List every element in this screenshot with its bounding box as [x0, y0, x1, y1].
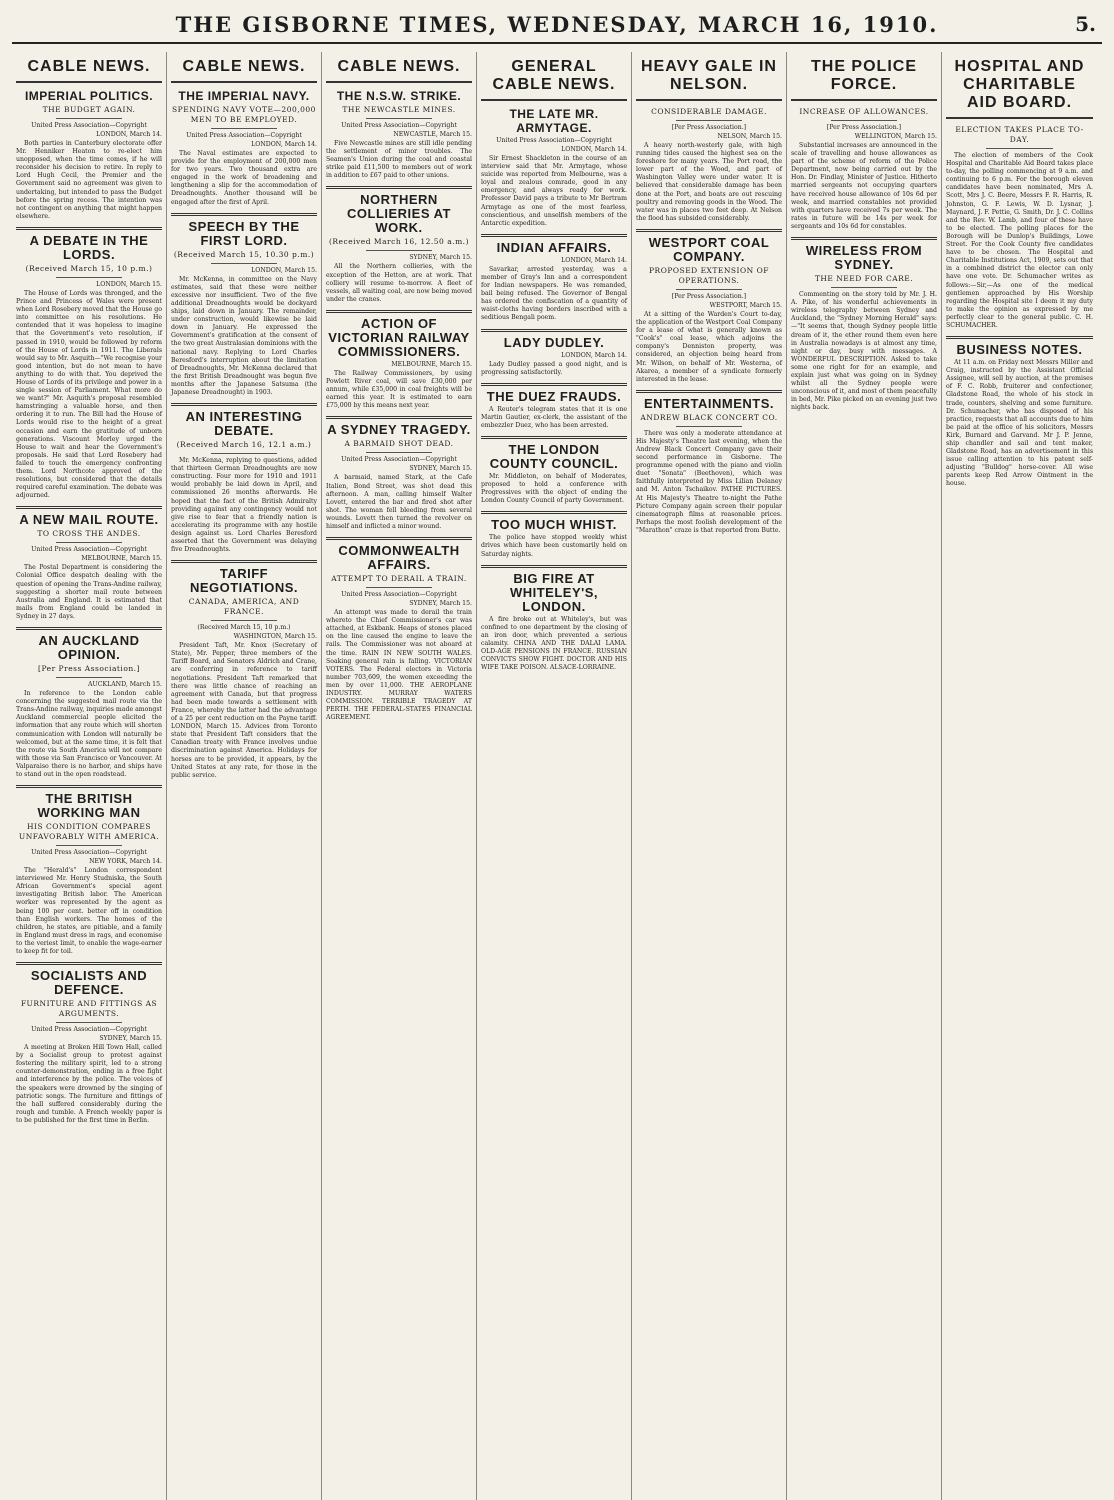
article-headline: TARIFF NEGOTIATIONS.	[171, 560, 317, 595]
masthead	[12, 8, 1102, 44]
article-credit: United Press Association—Copyright	[341, 122, 457, 129]
article-headline: NORTHERN COLLIERIES AT WORK.	[326, 186, 472, 235]
article-credit: United Press Association—Copyright	[31, 122, 147, 129]
article-dateline: LONDON, March 14.	[561, 256, 627, 264]
masthead-title: THE GISBORNE TIMES, WEDNESDAY, MARCH 16, 1910.	[175, 12, 939, 37]
article-headline: SPEECH BY THE FIRST LORD.	[171, 213, 317, 248]
article-dateline: NEWCASTLE, March 15.	[393, 131, 472, 138]
divider	[366, 452, 432, 453]
divider	[366, 118, 432, 119]
article-headline: LADY DUDLEY.	[481, 329, 627, 350]
article-subheading: THE NEED FOR CARE.	[814, 274, 914, 284]
divider	[56, 845, 122, 846]
article-body: All the Northern collieries, with the exception of the Hetton, are at work. That colliery will resume to-morrow. A fleet of vessels, all waiting coal, are now being moved under the cranes.	[326, 263, 472, 303]
column-6	[787, 52, 942, 1500]
article	[171, 89, 317, 207]
column-5	[632, 52, 787, 1500]
article	[16, 785, 162, 956]
article-body: At a sitting of the Warden's Court to-day, the application of the Westport Coal Company for a lease of what is generally known as "Cook's" coal lease, which adjoins the company's Denniston property, was considered, an objection being heard from Mr. Wilson, on behalf of Mr. Westerna, of Akarea, a member of a syndicate formerly interested in the lease.	[636, 310, 782, 383]
article-headline: THE LONDON COUNTY COUNCIL.	[481, 436, 627, 471]
column-1	[12, 52, 167, 1500]
divider	[56, 677, 122, 678]
divider	[366, 250, 432, 251]
article-subheading: [Per Press Association.]	[38, 664, 140, 674]
article-body: The police have stopped weekly whist drives which have been customarily held on Saturday nights.	[481, 534, 627, 558]
article	[481, 565, 627, 673]
article-subheading: ANDREW BLACK CONCERT CO.	[640, 412, 778, 422]
article	[481, 436, 627, 505]
article-subheading: (Received March 15, 10 p.m.)	[25, 263, 153, 273]
divider	[986, 148, 1053, 149]
article-headline: SOCIALISTS AND DEFENCE.	[16, 962, 162, 997]
column-3	[322, 52, 477, 1500]
article-body: Five Newcastle mines are still idle pending the settlement of minor troubles. The Seamen's Union during the coal and coastal strike paid £11,500 to members out of work in addition to £67 paid to other unions.	[326, 140, 472, 180]
column-heading: CABLE NEWS.	[326, 52, 472, 83]
article-subheading: A BARMAID SHOT DEAD.	[344, 439, 454, 449]
article-headline: BIG FIRE AT WHITELEY'S, LONDON.	[481, 565, 627, 614]
article-dateline: LONDON, March 15.	[251, 266, 317, 274]
article-body: A barmaid, named Stark, at the Cafe Italien, Bond Street, was shot dead this afternoon. A man, calling himself Walter Lovett, entered the bar and fired shot after shot. The woman fell bleeding from several wounds. Lovett then turned the revolver on himself and inflicted a minor wound.	[326, 474, 472, 530]
article-body: Savarkar, arrested yesterday, was a member of Gray's Inn and a correspondent for Indian newspapers. He was remanded, bail being refused. The Governor of Bengal has ordered the confiscation of a quantity of waist-cloths having borders inscribed with a seditious Bengali poem.	[481, 265, 627, 322]
article	[326, 416, 472, 531]
article-dateline: WASHINGTON, March 15.	[233, 633, 317, 641]
article-credit: United Press Association—Copyright	[341, 591, 457, 599]
divider	[56, 118, 122, 119]
article-dateline: NELSON, March 15.	[717, 133, 782, 140]
column-4	[477, 52, 632, 1500]
article-body: There was only a moderate attendance at His Majesty's Theatre last evening, when the Andrew Black Concert Company gave their second performance in Gisborne. The programme opened with the piano and violin duet "Sonata" (Beethoven), which was faithfully interpreted by Miss Lilian Delaney and M. Anton Tschaikov. PATHE PICTURES. At His Majesty's Theatre to-night the Pathe Picture Company again screen their popular cinematograph films at reasonable prices. Perhaps the most foolish development of the "Marathon" craze is that reported from Butte.	[636, 429, 782, 534]
article-body: Mr. McKenna, replying to questions, added that thirteen German Dreadnoughts are now constructing. Four more for 1910 and 1911 would probably be laid down in April, and commissioned 26 months afterwards. He hoped that the fact of the British Admiralty providing against any contingency would not give rise to fear that a friendly nation is accelerating its programme with any hostile design against us. Lord Charles Beresford asserted that the Government was delaying five Dreadnoughts.	[171, 457, 317, 554]
article-dateline: MELBOURNE, March 15.	[391, 360, 472, 368]
article-headline: A DEBATE IN THE LORDS.	[16, 227, 162, 262]
article-headline: WESTPORT COAL COMPANY.	[636, 229, 782, 264]
article-subheading: INCREASE OF ALLOWANCES.	[799, 107, 929, 116]
article-body: Both parties in Canterbury electorate offer Mr. Henniker Heaton to re-elect him unopposed, when the time comes, if he will reconsider his decision to retire. In reply to Lord Hugh Cecil, the Premier and the Government said no agreement was given to undertaking, but intended to pass the Budget before the spring recess. The intention was not contingent on anything that might happen elsewhere.	[16, 140, 162, 220]
article-dateline: LONDON, March 14.	[561, 351, 627, 359]
article-credit: [Per Press Association.]	[671, 292, 747, 300]
article-dateline: WELLINGTON, March 15.	[854, 133, 937, 140]
article-dateline: MELBOURNE, March 15.	[81, 555, 162, 563]
article-subheading: FURNITURE AND FITTINGS AS ARGUMENTS.	[20, 999, 158, 1019]
article-headline: THE DUEZ FRAUDS.	[481, 383, 627, 404]
article-headline: AN INTERESTING DEBATE.	[171, 403, 317, 438]
divider	[211, 453, 277, 454]
article-subheading: (Received March 15, 10.30 p.m.)	[173, 249, 315, 259]
article-subheading: (Received March 16, 12.50 a.m.)	[328, 237, 469, 247]
article-body: Commenting on the story told by Mr. J. H. A. Pike, of his wonderful achievements in wireless telegraphy between Sydney and Auckland, the "Sydney Morning Herald" says:—"It seems that, though Sydney people little dream of it, the ether round them even here in Australia nowadays is at almost any time, night or day, busy with messages. A WONDERFUL DESCRIPTION. Asked to take some one right for for an example, and explain just what was going on in Sydney whilst all the Sydney people were unconscious of it, and most of them peacefully in bed, Mr. Pike picked on an evening just two nights back.	[791, 291, 937, 412]
article	[946, 125, 1093, 330]
article-subheading: ELECTION TAKES PLACE TO-DAY.	[955, 125, 1084, 144]
column-heading: HEAVY GALE IN NELSON.	[636, 52, 782, 101]
divider	[211, 263, 277, 264]
article	[481, 107, 627, 228]
article-headline: AN AUCKLAND OPINION.	[16, 627, 162, 662]
article-body: Mr. McKenna, in committee on the Navy estimates, said that these were neither excessive nor insufficient. Two of the five additional Dreadnoughts would be dockyard ships, laid down in January. The remainder, under construction, would likewise be laid down in January. He expressed the Government's gratification at the consent of the two great Australasian dominions with the national navy. Replying to Lord Charles Beresford's interruption about the limitation of Dreadnoughts, Mr. McKenna declared that the first British Dreadnought was begun five months after the Japanese Satsuma (the Japanese Dreadnought) in 1903.	[171, 275, 317, 396]
page-number: 5.	[1075, 12, 1096, 36]
article-headline: THE BRITISH WORKING MAN	[16, 785, 162, 820]
article-body: Lady Dudley passed a good night, and is progressing satisfactorily.	[481, 360, 627, 376]
article	[791, 237, 937, 412]
article-dateline: SYDNEY, March 15.	[99, 1035, 162, 1043]
divider	[676, 120, 742, 121]
article-headline: ACTION OF VICTORIAN RAILWAY COMMISSIONERS.	[326, 310, 472, 359]
article	[326, 89, 472, 180]
divider	[676, 426, 742, 427]
divider	[56, 1022, 122, 1023]
divider	[56, 542, 122, 543]
divider	[676, 289, 742, 290]
article-headline: ENTERTAINMENTS.	[636, 390, 782, 411]
article	[636, 107, 782, 223]
article-headline: THE IMPERIAL NAVY.	[178, 89, 310, 103]
article-body: Mr. Middleton, on behalf of Moderates, proposed to hold a conference with Progressives with the object of ending the London County Council of party Government.	[481, 472, 627, 505]
article-body: At 11 a.m. on Friday next Messrs Miller and Craig, instructed by the Assistant Official Assignee, will sell by auction, at the premises of F. C. Robb, fruiterer and confectioner, Gladstone Road, the whole of his stock in trade, counters, shelving and some furniture. Dr. Schumacher, who has disposed of his practice, requests that all accounts due to him be paid at the office of his solicitors, Messrs Kirk, Burnard and Garvand. Mr J. P. Jenne, ship chandler and sail and tent maker, Gladstone Road, has an advertisement in this issue calling attention to his patent self-adjusting "Bulldog" horse-cover. All wise parents keep Red Arrow Ointment in the house.	[946, 359, 1093, 488]
article	[326, 186, 472, 303]
article-body: The "Herald's" London correspondent interviewed Mr. Henry Studniska, the South African Government's special agent investigating British labor. The American worker was represented by the agent as being 100 per cent. better off in condition than English workers. The homes of the children, he states, are pitiable, and a family in England must dress in rags, and economise to the veriest limit, to enable the wage-earner to keep fit for toil.	[16, 867, 162, 955]
article-subheading: THE NEWCASTLE MINES.	[342, 105, 456, 114]
article	[481, 511, 627, 558]
article	[636, 390, 782, 535]
article-dateline: SYDNEY, March 15.	[409, 465, 472, 473]
article-dateline: LONDON, March 15.	[96, 280, 162, 288]
article-headline: INDIAN AFFAIRS.	[481, 234, 627, 255]
article-dateline: WESTPORT, March 15.	[709, 301, 782, 309]
article-headline: A SYDNEY TRAGEDY.	[326, 416, 472, 437]
article-credit: [Per Press Association.]	[671, 124, 747, 131]
article-subheading: TO CROSS THE ANDES.	[37, 529, 141, 539]
article	[481, 329, 627, 377]
column-heading: CABLE NEWS.	[16, 52, 162, 83]
article-body: An attempt was made to derail the train whereto the Chief Commissioner's car was attached, at Eskbank. Heaps of stones placed on the line caused the engine to leave the rails. The Commissioner was not aboard at the time. RAIN IN NEW SOUTH WALES. Soaking general rain is falling. VICTORIAN VOTERS. The Federal electors in Victoria number 703,609, the women exceeding the men by over 11,000. THE AEROPLANE INDUSTRY. MURRAY WATERS COMMISSION. TERRIBLE TRAGEDY AT PERTH. THE FEDERAL-STATES FINANCIAL AGREEMENT.	[326, 609, 472, 722]
divider	[56, 277, 122, 278]
article-dateline: LONDON, March 14.	[561, 146, 627, 153]
article-body: The Postal Department is considering the Colonial Office despatch dealing with the question of opening the Trans-Andine railway, suggesting a shorter mail route between Australia and England. It is estimated that mails from England could be landed in Sydney in 27 days.	[16, 564, 162, 620]
article-credit: United Press Association—Copyright	[31, 546, 147, 554]
divider	[366, 587, 432, 588]
article-headline: BUSINESS NOTES.	[946, 336, 1093, 357]
article-headline: WIRELESS FROM SYDNEY.	[791, 237, 937, 272]
article	[326, 537, 472, 722]
article-dateline: LONDON, March 14.	[96, 131, 162, 138]
article	[16, 89, 162, 221]
article-body: The Naval estimates are expected to provide for the employment of 200,000 men for two years. Two thousand extra are engaged in the work of broadening and lengthening a slip for the accommodation of Dreadnoughts. Another thousand will be engaged after the first of April.	[171, 150, 317, 206]
article-dateline: SYDNEY, March 15.	[409, 600, 472, 608]
article-headline: THE LATE MR. ARMYTAGE.	[509, 107, 599, 135]
article	[481, 234, 627, 323]
article-credit: United Press Association—Copyright	[496, 137, 612, 144]
article-body: Substantial increases are announced in the scale of travelling and house allowances as part of the scheme of reform of the Police Department, now being carried out by the Hon. Dr. Findlay, Minister of Justice. Hitherto married sergeants not occupying quarters have received house allowance of 10s 6d per week, and married constables not provided with quarters have received 7s per week. The rates in future will be 14s per week for sergeants and 10s 6d for constables.	[791, 142, 937, 230]
column-heading: THE POLICE FORCE.	[791, 52, 937, 101]
article	[16, 627, 162, 779]
article	[16, 506, 162, 621]
article-body: A Reuter's telegram states that it is one Martin Gautier, ex-clerk, the assistant of the embezzler Duez, who has been arrested.	[481, 405, 627, 429]
article-dateline: NEW YORK, March 14.	[89, 858, 162, 866]
article-body: The House of Lords was thronged, and the Prince and Princess of Wales were present when Lord Rosebery moved that the House go into committee on his resolutions. He contended that it was hopeless to imagine that the Government's veto resolution, if passed in 1910, would be followed by reform of the House of Lords in 1911. The Liberals would say to Mr. Asquith—"We recognise your good intention, but do not mean to have anything to do with that. You deprived the House of Lords of its privilege and power in a single session of Parliament. What more do we want?" Mr. Asquith's proposal resembled hamstringing a valuable horse, and then ordering it to run. The Bill had the House of Lords would rise to the height of a great occasion and earn the gratitude of unborn generations. Viscount Morley urged the House to wait and hear the Government's proposals. He said that Lord Rosebery had failed to touch the emergency confronting them. Lord Northcote approved of the resolutions, but considered that the details required careful examination. The debate was adjourned.	[16, 289, 162, 500]
article-body: The Railway Commissioners, by using Powlett River coal, will save £30,000 per annum, while £35,000 in coal freights will be earned this year. It is estimated to earn £75,000 by this means next year.	[326, 369, 472, 410]
article-credit: United Press Association—Copyright	[31, 849, 147, 857]
article-subheading: ATTEMPT TO DERAIL A TRAIN.	[331, 574, 467, 584]
article	[16, 227, 162, 500]
article-dateline: LONDON, March 14.	[251, 141, 317, 148]
article-body: The election of members of the Cook Hospital and Charitable Aid Board takes place to-day, the polling commencing at 9 a.m. and continuing to 6 p.m. For the borough eleven candidates have been nominated, Mrs A. Scott, Mrs J. C. Beere, Messrs F. R. Harris, R. Johnston, G. F. Lewis, W. D. Lysnar, J. Maynard, J. F. Pettie, G. Smith, Dr. J. C. Collins and the Rev. W. Lamb, and four of these have to be elected. The polling places for the Borough will be Dunlop's Buildings, Lowe Street. For the Cook County five candidates have to be chosen. The Hospital and Charitable Institutions Act, 1909, sets out that in a combined district the elector can only have one vote. Dr. Schumacher writes as follows:—Sir,—As one of the medical gentlemen approached by His Worship regarding the Hospital site I deem it my duty to make the opinion as expressed by me perfectly clear to the general public. C. H. SCHUMACHER.	[946, 152, 1093, 329]
article-body: President Taft, Mr. Knox (Secretary of State), Mr. Pepper, three members of the Tariff Board, and Senators Aldrich and Crane, are conferring in reference to tariff negotiations. President Taft remarked that there was little chance of reaching an agreement with Canada, but that progress had been made towards a settlement with France, whereby the latter had the advantage of a 25 per cent reduction on the Payne tariff. LONDON, March 15. Advices from Toronto state that President Taft considers that the Canadian treaty with France involves undue discrimination against America. Holidays for horses are to be provided, it appears, by the United States at any rate, for those in the public service.	[171, 642, 317, 779]
article-headline: TOO MUCH WHIST.	[481, 511, 627, 532]
article-subheading: PROPOSED EXTENSION OF OPERATIONS.	[649, 265, 769, 285]
article-body: A fire broke out at Whiteley's, but was confined to one department by the closing of an iron door, which prevented a serious calamity. CHINA AND THE DALAI LAMA. OLD-AGE PENSIONS IN FRANCE. RUSSIAN CONVICTS SHOW FIGHT. DOCTOR AND HIS WIFE TAKE POISON. ALSACE-LORRAINE.	[481, 615, 627, 672]
article	[326, 310, 472, 410]
article-headline: THE N.S.W. STRIKE.	[336, 89, 462, 103]
article-subheading: CONSIDERABLE DAMAGE.	[651, 107, 767, 116]
article-body: A meeting at Broken Hill Town Hall, called by a Socialist group to protest against fostering the military spirit, led to a strong counter-demonstration, ending in a free fight and interference by the police. The voices of the speakers were drowned by the singing of patriotic songs. The furniture and fittings of the hall suffered considerably during the rough and tumble. A French weekly paper is to be published for the first time in Berlin.	[16, 1044, 162, 1124]
article	[171, 403, 317, 554]
article-subheading: HIS CONDITION COMPARES UNFAVORABLY WITH AMERICA.	[18, 822, 160, 842]
article	[791, 107, 937, 231]
article-body: A heavy north-westerly gale, with high running tides caused the highest sea on the foreshore for many years. The Port road, the lower part of the Wood, and part of Washington Valley were under water. It is believed that considerable damage has been done at the Port, and boats are out rescuing poultry and removing goods in the Wood. The water was in places two feet deep. At Nelson the flood has subsided considerably.	[636, 142, 782, 222]
article-credit: [Per Press Association.]	[826, 124, 902, 131]
column-2	[167, 52, 322, 1500]
article-subheading: CANADA, AMERICA, AND FRANCE.	[188, 597, 300, 617]
article	[636, 229, 782, 384]
article	[171, 560, 317, 780]
divider	[211, 128, 277, 129]
article-credit: United Press Association—Copyright	[341, 456, 457, 464]
column-heading: CABLE NEWS.	[171, 52, 317, 83]
article-headline: COMMONWEALTH AFFAIRS.	[326, 537, 472, 572]
article-body: Sir Ernest Shackleton in the course of an interview said that Mr. Armytage, whose suicide was reported from Melbourne, was a loyal and zealous comrade, good in any emergency, and always ready for work. Professor David pays a tribute to Mr Bertram Armytage as one of the most fearless, conscientious, and unselfish members of the Antarctic expedition.	[481, 155, 627, 227]
article-credit: United Press Association—Copyright	[31, 1026, 147, 1034]
article	[16, 962, 162, 1125]
column-heading: HOSPITAL AND CHARITABLE AID BOARD.	[946, 52, 1093, 119]
columns	[12, 52, 1102, 1500]
article-subheading: SPENDING NAVY VOTE—200,000 MEN TO BE EMPLOYED.	[172, 105, 316, 124]
column-heading: GENERAL CABLE NEWS.	[481, 52, 627, 101]
divider	[211, 620, 277, 621]
divider	[831, 287, 897, 288]
article-credit: United Press Association—Copyright	[186, 132, 302, 139]
column-7	[942, 52, 1097, 1500]
article-subheading: THE BUDGET AGAIN.	[42, 105, 136, 114]
article	[481, 383, 627, 430]
divider	[831, 120, 897, 121]
article-headline: A NEW MAIL ROUTE.	[16, 506, 162, 527]
article	[946, 336, 1093, 489]
article-headline: IMPERIAL POLITICS.	[24, 89, 154, 103]
article	[171, 213, 317, 397]
article-credit: (Received March 15, 10 p.m.)	[197, 624, 291, 632]
article-dateline: AUCKLAND, March 15.	[88, 681, 162, 689]
article-subheading: (Received March 16, 12.1 a.m.)	[176, 440, 312, 450]
article-dateline: SYDNEY, March 15.	[409, 254, 472, 262]
article-body: In reference to the London cable concerning the suggested mail route via the Trans-Andine railway, inquiries made amongst Auckland commercial people elicited the information that any route which will shorten communication with London will naturally be welcomed, but at the same time, it is felt that the route via South America will not compare with those via San Francisco or Vancouver. At Valparaiso there is no harbor, and ships have to stand out in the open roadstead.	[16, 690, 162, 778]
